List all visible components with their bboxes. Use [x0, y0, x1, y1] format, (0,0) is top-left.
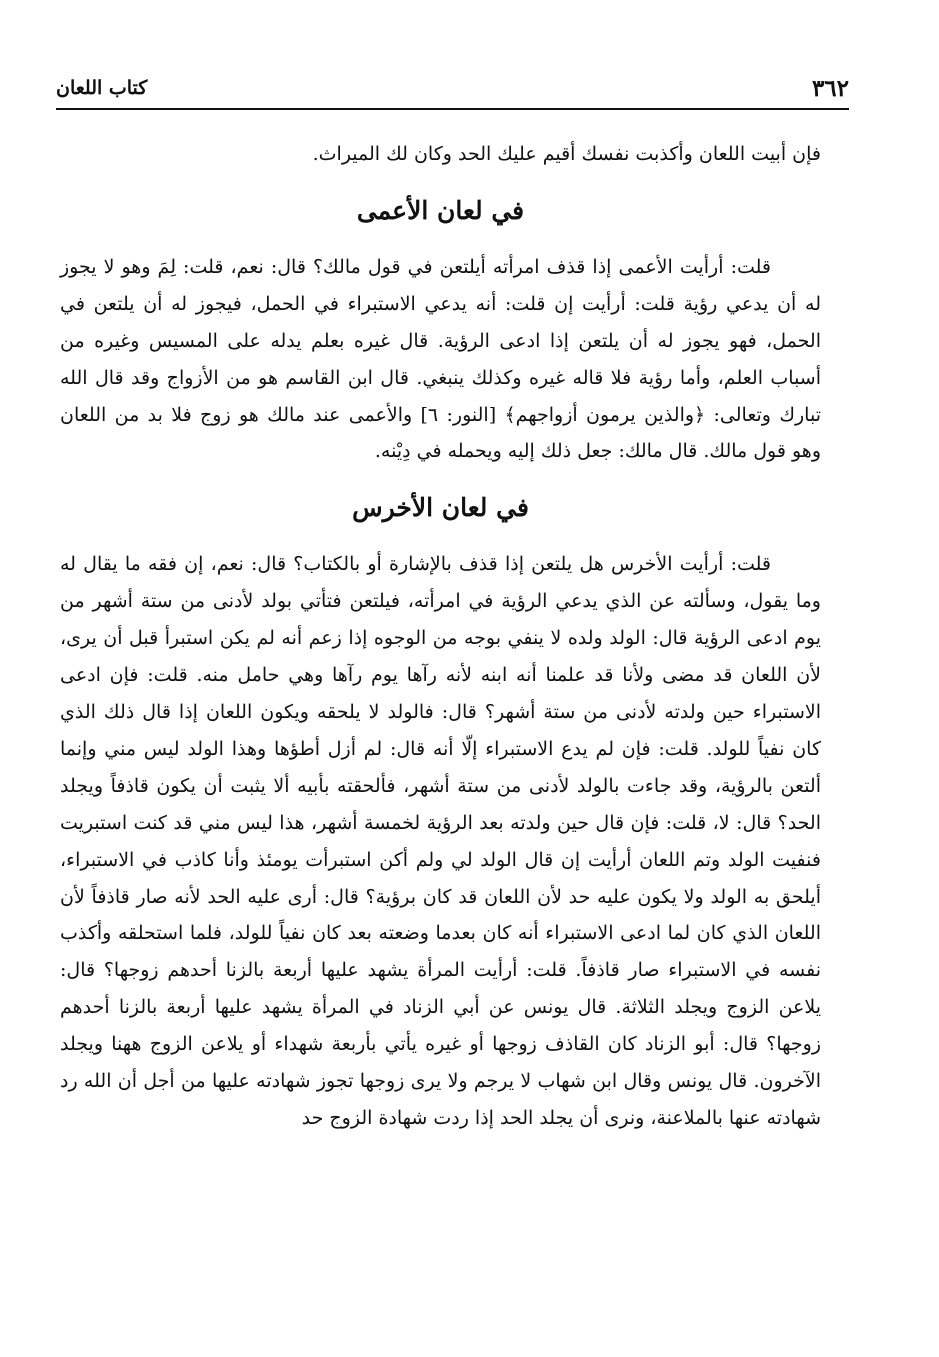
- paragraph-opening: فإن أبيت اللعان وأكذبت نفسك أقيم عليك الحد وكان لك الميراث.: [312, 143, 821, 165]
- paragraph-mute-liaan: قلت: أرأيت الأخرس هل يلتعن إذا قذف بالإشارة أو بالكتاب؟ قال: نعم، إن فقه ما يقال له وما يقول، وسألته عن الذي يدعي الرؤية في امرأته، فيلتعن فتأتي بولد لأدنى من ستة أشهر من يوم ادعى الرؤية قال: الولد ولده لا ينفي بوجه من الوجوه إذا زعم أنه لم يكن استبرأ قبل أن يرى، لأن اللعان قد مضى ولأنا قد علمنا أنه ابنه لأنه رآها يوم رآها وهي حامل منه. قلت: فإن ادعى الاستبراء حين ولدته لأدنى من ستة أشهر؟ قال: فالولد لا يلحقه ويكون اللعان إذا قال ذلك الذي كان نفياً للولد. قلت: فإن لم يدع الاستبراء إلّا أنه قال: لم أزل أطؤها وهذا الولد ليس مني وإنما ألتعن بالرؤية، وقد جاءت بالولد لأدنى من ستة أشهر، فألحقته بأبيه ألا يثبت أن يكون قاذفاً ويجلد الحد؟ قال: لا، قلت: فإن قال حين ولدته بعد الرؤية لخمسة أشهر، هذا ليس مني قد كنت استبريت فنفيت الولد وتم اللعان أرأيت إن قال الولد لي ولم أكن استبرأت يومئذ وأنا كاذب في الاستبراء، أيلحق به الولد ولا يكون عليه حد لأن اللعان قد كان برؤية؟ قال: أرى عليه الحد لأنه صار قاذفاً لأن اللعان الذي كان لما ادعى الاستبراء أنه كان بعدما وضعته بعد كان نفياً للولد، فلما استحلقه وأكذب نفسه في الاستبراء صار قاذفاً. قلت: أرأيت المرأة يشهد عليها أربعة بالزنا أحدهم زوجها؟ قال: يلاعن الزوج ويجلد الثلاثة. قال يونس عن أبي الزناد في المرأة يشهد عليها أربعة بالزنا أحدهم زوجها؟ قال: أبو الزناد كان القاذف زوجها أو غيره يأتي بأربعة شهداء أو يلاعن الزوج ههنا ويجلد الآخرون. قال يونس وقال ابن شهاب لا يرجم ولا يرى زوجها تجوز شهادته عليها من أجل أن الله رد شهادته عنها بالملاعنة، ونرى أن يجلد الحد إذا ردت شهادة الزوج حد: [60, 553, 822, 1129]
- paragraph-blind-liaan: قلت: أرأيت الأعمى إذا قذف امرأته أيلتعن في قول مالك؟ قال: نعم، قلت: لِمَ وهو لا يجوز له أن يدعي رؤية قلت: أرأيت إن قلت: أنه يدعي الاستبراء في الحمل، فيجوز له أن يلتعن في الحمل، فهو يجوز له أن يلتعن إذا ادعى الرؤية. قال غيره بعلم يدله على المسيس وغيره من أسباب العلم، وأما رؤية فلا قاله غيره وكذلك ينبغي. قال ابن القاسم هو من الأزواج وقد قال الله تبارك وتعالى: ﴿والذين يرمون أزواجهم﴾ [النور: ٦] والأعمى عند مالك هو زوج فلا بد من اللعان وهو قول مالك. قال مالك: جعل ذلك إليه ويحمله في دِيْنه.: [60, 255, 821, 463]
- header-rule: [56, 108, 849, 110]
- page-body: [60, 136, 821, 1137]
- section-heading-mute: في لعان الأخرس: [352, 493, 529, 523]
- page-number: ٣٦٢: [811, 74, 849, 102]
- running-title: كتاب اللعان: [56, 77, 148, 99]
- page-header: [56, 72, 849, 104]
- section-heading-blind: في لعان الأعمى: [356, 195, 525, 225]
